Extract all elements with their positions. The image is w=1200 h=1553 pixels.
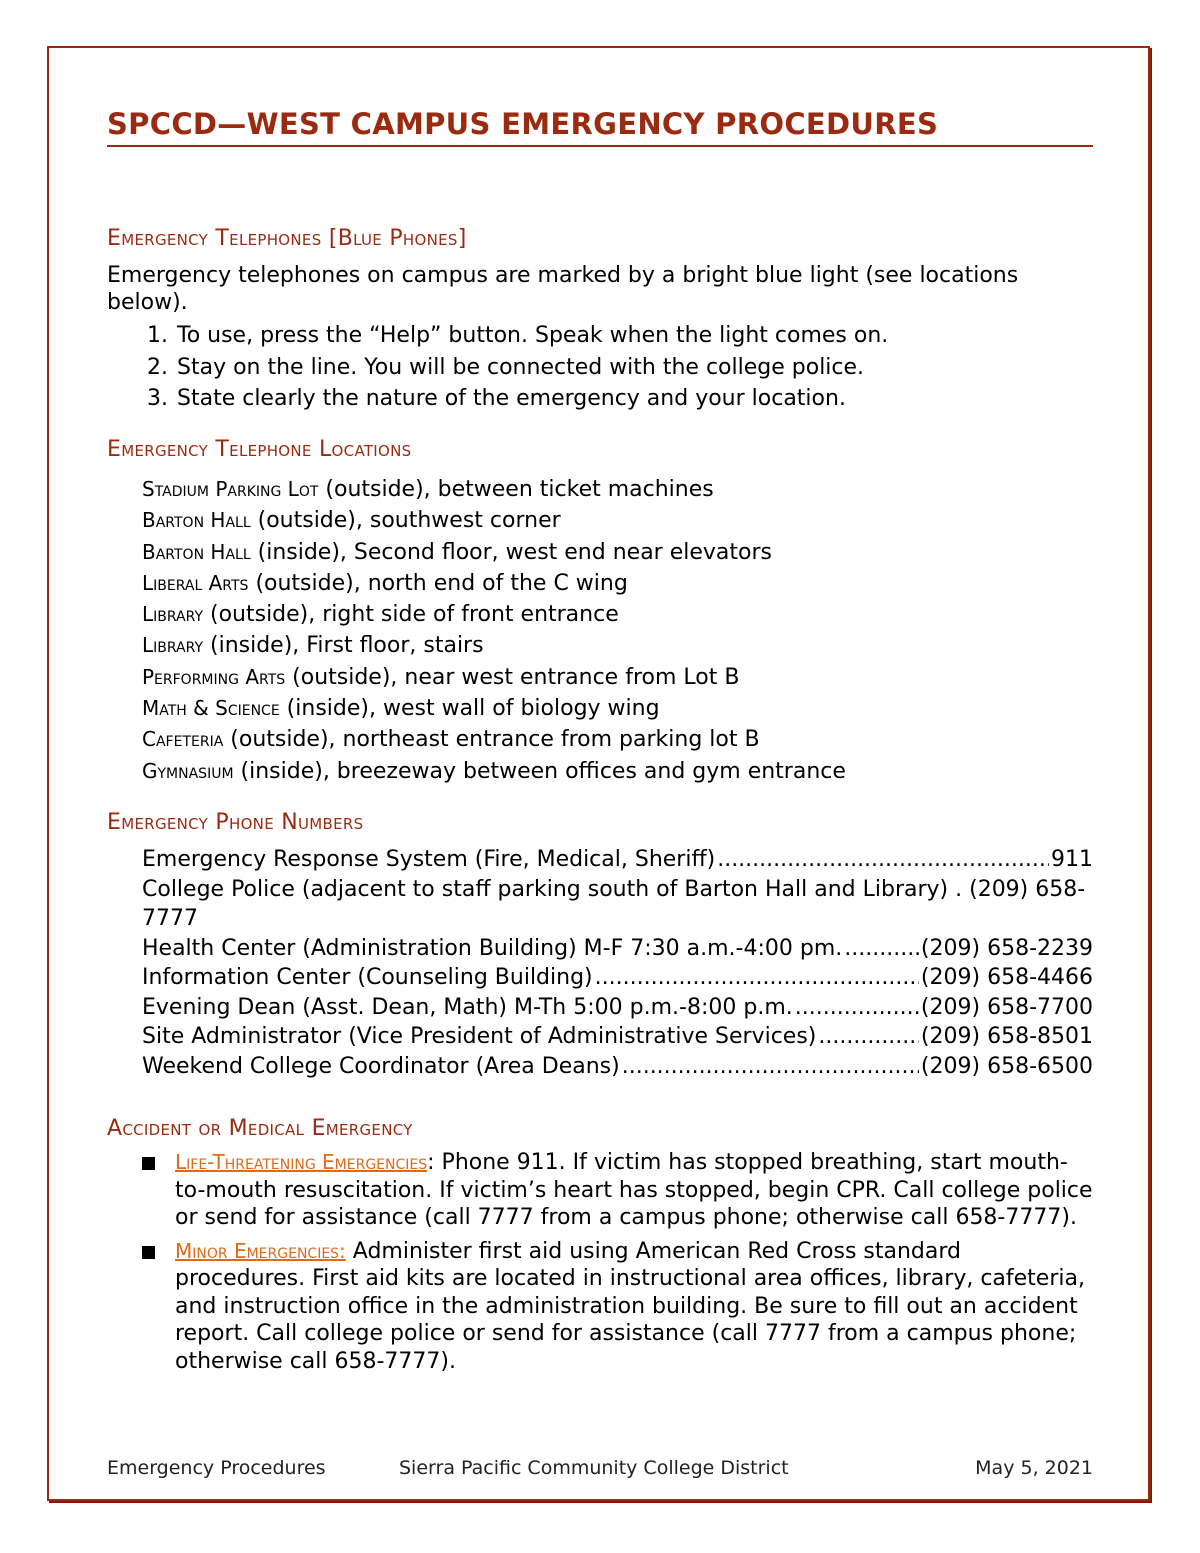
phone-number: 911 bbox=[1051, 847, 1093, 872]
location-item bbox=[142, 630, 1093, 661]
phone-entry bbox=[142, 993, 1093, 1023]
medical-item bbox=[175, 1238, 1093, 1376]
phone-entry bbox=[142, 845, 1093, 875]
phone-number: (209) 658-4466 bbox=[920, 965, 1093, 990]
phone-entry bbox=[142, 1052, 1093, 1082]
blue-phones-intro: Emergency telephones on campus are marked by a bright blue light (see locations below). bbox=[107, 263, 1019, 315]
phone-number: (209) 658-7700 bbox=[920, 994, 1093, 1020]
phone-number: (209) 658-8501 bbox=[920, 1024, 1093, 1049]
location-detail: (inside), Second floor, west end near elevators bbox=[250, 539, 772, 565]
building-name: Barton Hall bbox=[142, 508, 251, 533]
minor-emergencies-label: Minor Emergencies: bbox=[175, 1238, 346, 1263]
section-heading-phone-numbers: Emergency Phone Numbers bbox=[107, 810, 364, 835]
location-detail: (outside), north end of the C wing bbox=[248, 570, 628, 596]
building-name: Math & Science bbox=[142, 696, 280, 721]
phone-entry bbox=[142, 963, 1093, 993]
footer-left: Emergency Procedures bbox=[107, 1457, 326, 1479]
step-item: 1. To use, press the “Help” button. Speak when the light comes on. bbox=[175, 320, 1093, 352]
building-name: Gymnasium bbox=[142, 758, 234, 783]
location-detail: (outside), right side of front entrance bbox=[203, 602, 619, 628]
location-list bbox=[107, 474, 1093, 787]
phone-number: (209) 658-2239 bbox=[920, 935, 1093, 961]
location-detail: (outside), southwest corner bbox=[250, 508, 561, 534]
phone-entry bbox=[142, 934, 1093, 964]
building-name: Liberal Arts bbox=[142, 570, 249, 595]
location-detail: (outside), near west entrance from Lot B bbox=[285, 664, 740, 690]
medical-list bbox=[107, 1149, 1093, 1375]
building-name: Stadium Parking Lot bbox=[142, 477, 319, 501]
location-detail: (inside), breezeway between offices and gym entrance bbox=[233, 758, 846, 784]
life-threatening-label: Life-Threatening Emergencies bbox=[175, 1150, 428, 1174]
blue-phone-steps bbox=[107, 320, 1093, 415]
phone-entry bbox=[142, 875, 1093, 934]
building-name: Cafeteria bbox=[142, 727, 224, 752]
section-phone-numbers bbox=[107, 809, 1093, 1081]
building-name: Library bbox=[142, 633, 203, 658]
section-blue-phones bbox=[107, 225, 1093, 415]
building-name: Performing Arts bbox=[142, 664, 286, 689]
location-item bbox=[142, 568, 1093, 599]
phone-number: (209) 658-7777 bbox=[142, 876, 1086, 931]
phone-label: Emergency Response System (Fire, Medical, Sheriff) bbox=[142, 847, 716, 872]
medical-text: Phone 911. If victim has stopped breathing, start mouth-to-mouth resuscitation. If victim’s heart has stopped, begin CPR. Call college police or send for assistance (call 7777 from a campus phone; otherwise call 658-7777). bbox=[175, 1150, 1093, 1230]
phone-label: College Police (adjacent to staff parking south of Barton Hall and Library) . bbox=[142, 876, 970, 902]
phone-label: Information Center (Counseling Building) bbox=[142, 965, 593, 990]
phone-label: Site Administrator (Vice President of Administrative Services) bbox=[142, 1024, 817, 1049]
phone-label: Evening Dean (Asst. Dean, Math) M-Th 5:00 p.m.-8:00 p.m. bbox=[142, 994, 793, 1020]
section-heading-locations: Emergency Telephone Locations bbox=[107, 437, 412, 462]
phone-label: Weekend College Coordinator (Area Deans) bbox=[142, 1053, 620, 1079]
step-item: 3. State clearly the nature of the emergency and your location. bbox=[175, 383, 1093, 415]
location-detail: (inside), First floor, stairs bbox=[203, 633, 484, 659]
location-detail: (outside), between ticket machines bbox=[318, 477, 714, 502]
location-item bbox=[142, 724, 1093, 755]
location-detail: (outside), northeast entrance from parking lot B bbox=[223, 727, 760, 753]
page-title: SPCCD—WEST CAMPUS EMERGENCY PROCEDURES bbox=[107, 106, 1093, 147]
location-item bbox=[142, 599, 1093, 630]
section-medical bbox=[107, 1115, 1093, 1381]
section-heading-medical: Accident or Medical Emergency bbox=[107, 1116, 413, 1141]
location-item bbox=[142, 662, 1093, 693]
medical-item: Life-Threatening Emergencies: Phone 911. If victim has stopped breathing, start mouth-to-mouth resuscitation. If victim’s heart has stopped, begin CPR. Call college police or send for assistance (call 7777 from a campus phone; otherwise call 658-7777). bbox=[175, 1150, 1093, 1230]
phone-number: (209) 658-6500 bbox=[920, 1053, 1093, 1079]
section-heading-blue-phones: Emergency Telephones [Blue Phones] bbox=[107, 226, 467, 251]
location-item bbox=[142, 693, 1093, 724]
building-name: Library bbox=[142, 602, 203, 627]
location-item bbox=[142, 505, 1093, 536]
location-item bbox=[142, 756, 1093, 787]
phone-entry bbox=[142, 1022, 1093, 1052]
building-name: Barton Hall bbox=[142, 539, 251, 564]
location-item bbox=[142, 537, 1093, 568]
phone-number-list bbox=[107, 845, 1093, 1081]
location-detail: (inside), west wall of biology wing bbox=[279, 696, 660, 722]
footer-right: May 5, 2021 bbox=[975, 1457, 1093, 1479]
step-item: 2. Stay on the line. You will be connected with the college police. bbox=[175, 352, 1093, 384]
section-locations bbox=[107, 436, 1093, 787]
location-item bbox=[142, 474, 1093, 505]
phone-label: Health Center (Administration Building) M-F 7:30 a.m.-4:00 pm. bbox=[142, 935, 843, 961]
medical-text: Administer first aid using American Red Cross standard procedures. First aid kits are located in instructional area offices, library, cafeteria, and instruction office in the administration building. Be sure to fill out an accident report. Call college police or send for assistance (call 7777 from a campus phone; otherwise call 658-7777). bbox=[175, 1238, 1085, 1374]
footer-center: Sierra Pacific Community College District bbox=[399, 1457, 789, 1479]
